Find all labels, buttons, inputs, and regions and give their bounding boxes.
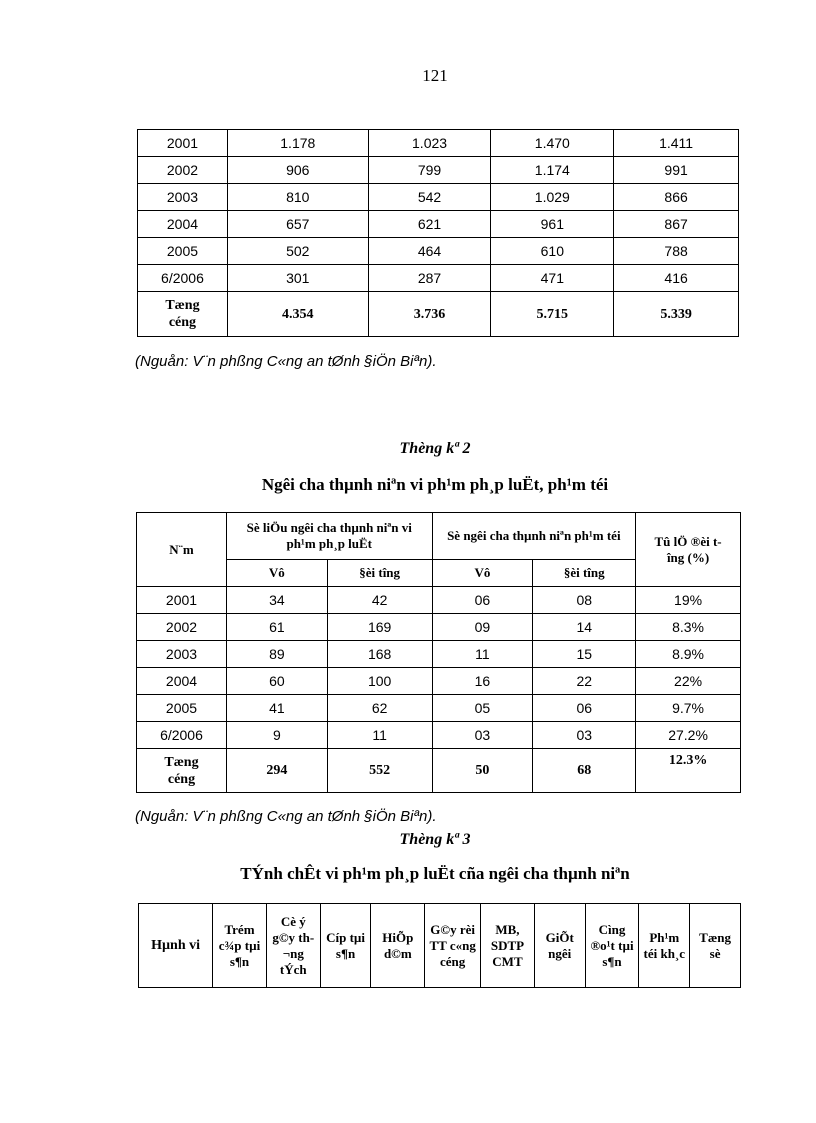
value-cell: 16	[432, 668, 533, 695]
year-cell: 2005	[138, 238, 228, 265]
table-row	[138, 184, 739, 211]
value-cell: 301	[227, 265, 368, 292]
value-cell: 621	[368, 211, 491, 238]
value-cell: 542	[368, 184, 491, 211]
value-cell: 961	[491, 211, 614, 238]
value-cell: 11	[432, 641, 533, 668]
value-cell: 15	[533, 641, 636, 668]
year-cell: 2002	[137, 614, 227, 641]
value-cell: 991	[614, 157, 739, 184]
total-cell: 294	[226, 749, 327, 793]
value-cell: 8.3%	[636, 614, 741, 641]
value-cell: 22	[533, 668, 636, 695]
total-cell: 552	[327, 749, 432, 793]
year-cell: 2004	[138, 211, 228, 238]
value-cell: 810	[227, 184, 368, 211]
value-cell: 464	[368, 238, 491, 265]
header-persons: §èi tîng	[327, 560, 432, 587]
value-cell: 03	[533, 722, 636, 749]
value-cell: 287	[368, 265, 491, 292]
value-cell: 657	[227, 211, 368, 238]
total-label: Tæng céng	[137, 749, 227, 793]
table-row	[137, 695, 741, 722]
header-category: G©y rèi TT c«ng céng	[425, 904, 481, 988]
table-row	[137, 641, 741, 668]
value-cell: 416	[614, 265, 739, 292]
value-cell: 05	[432, 695, 533, 722]
value-cell: 62	[327, 695, 432, 722]
value-cell: 09	[432, 614, 533, 641]
total-cell: 68	[533, 749, 636, 793]
total-row	[138, 292, 739, 337]
table-row	[138, 211, 739, 238]
header-rate: Tû lÖ ®èi tîng (%)	[636, 513, 741, 587]
year-cell: 2004	[137, 668, 227, 695]
header-category: HiÕp d©m	[371, 904, 425, 988]
total-label: Tæng céng	[138, 292, 228, 337]
header-category: Tæng sè	[690, 904, 741, 988]
value-cell: 169	[327, 614, 432, 641]
value-cell: 100	[327, 668, 432, 695]
header-category: GiÕt ngêi	[534, 904, 585, 988]
value-cell: 1.029	[491, 184, 614, 211]
value-cell: 27.2%	[636, 722, 741, 749]
table-row	[138, 130, 739, 157]
value-cell: 61	[226, 614, 327, 641]
value-cell: 89	[226, 641, 327, 668]
value-cell: 1.470	[491, 130, 614, 157]
year-cell: 2001	[137, 587, 227, 614]
table-row	[137, 587, 741, 614]
source-note-1: (Nguån: V¨n phßng C«ng an tØnh §iÖn Biªn).	[135, 353, 437, 370]
value-cell: 866	[614, 184, 739, 211]
value-cell: 867	[614, 211, 739, 238]
total-cell: 50	[432, 749, 533, 793]
header-category: Cìng ®o¹t tµi s¶n	[585, 904, 639, 988]
year-cell: 6/2006	[137, 722, 227, 749]
stat-3-subtitle: TÝnh chÊt vi ph¹m ph¸p luËt cña ngêi cha thµnh niªn	[240, 864, 630, 883]
value-cell: 799	[368, 157, 491, 184]
year-cell: 2002	[138, 157, 228, 184]
stats-table-1	[137, 129, 739, 337]
stat-2-title: Thèng kª 2	[399, 440, 471, 457]
table-row	[138, 265, 739, 292]
value-cell: 60	[226, 668, 327, 695]
header-category: MB, SDTP CMT	[481, 904, 535, 988]
value-cell: 1.178	[227, 130, 368, 157]
header-violations: Sè liÖu ngêi cha thµnh niªn vi ph¹m ph¸p luËt	[226, 513, 432, 560]
value-cell: 1.174	[491, 157, 614, 184]
value-cell: 9	[226, 722, 327, 749]
value-cell: 610	[491, 238, 614, 265]
source-note-2: (Nguån: V¨n phßng C«ng an tØnh §iÖn Biªn).	[135, 808, 437, 825]
year-cell: 2003	[137, 641, 227, 668]
page-number: 121	[422, 66, 448, 85]
year-cell: 6/2006	[138, 265, 228, 292]
value-cell: 06	[432, 587, 533, 614]
value-cell: 906	[227, 157, 368, 184]
header-category: Ph¹m téi kh¸c	[639, 904, 690, 988]
header-behavior: Hµnh vi	[139, 904, 213, 988]
value-cell: 471	[491, 265, 614, 292]
header-category: Cíp tµi s¶n	[320, 904, 371, 988]
year-cell: 2003	[138, 184, 228, 211]
total-cell: 4.354	[227, 292, 368, 337]
stats-table-2	[136, 512, 741, 793]
value-cell: 11	[327, 722, 432, 749]
table-row	[138, 238, 739, 265]
stats-table-3	[138, 903, 741, 988]
value-cell: 502	[227, 238, 368, 265]
header-persons: §èi tîng	[533, 560, 636, 587]
total-row	[137, 749, 741, 793]
total-cell: 12.3%	[636, 749, 741, 793]
value-cell: 168	[327, 641, 432, 668]
stat-2-subtitle: Ngêi cha thµnh niªn vi ph¹m ph¸p luËt, ph¹m téi	[261, 475, 609, 494]
value-cell: 34	[226, 587, 327, 614]
table-row	[137, 668, 741, 695]
value-cell: 08	[533, 587, 636, 614]
header-crimes: Sè ngêi cha thµnh niªn ph¹m téi	[432, 513, 636, 560]
total-cell: 5.339	[614, 292, 739, 337]
value-cell: 1.411	[614, 130, 739, 157]
value-cell: 22%	[636, 668, 741, 695]
value-cell: 42	[327, 587, 432, 614]
year-cell: 2005	[137, 695, 227, 722]
header-category: Cè ý g©y th¬ng tÝch	[266, 904, 320, 988]
year-cell: 2001	[138, 130, 228, 157]
header-year: N¨m	[137, 513, 227, 587]
value-cell: 19%	[636, 587, 741, 614]
value-cell: 788	[614, 238, 739, 265]
table-row	[137, 614, 741, 641]
header-cases: Vô	[226, 560, 327, 587]
value-cell: 9.7%	[636, 695, 741, 722]
total-cell: 5.715	[491, 292, 614, 337]
stat-3-title: Thèng kª 3	[399, 831, 471, 848]
table-row	[137, 722, 741, 749]
value-cell: 1.023	[368, 130, 491, 157]
value-cell: 41	[226, 695, 327, 722]
value-cell: 8.9%	[636, 641, 741, 668]
header-cases: Vô	[432, 560, 533, 587]
header-category: Trém c¾p tµi s¶n	[213, 904, 267, 988]
value-cell: 14	[533, 614, 636, 641]
value-cell: 06	[533, 695, 636, 722]
table-row	[138, 157, 739, 184]
value-cell: 03	[432, 722, 533, 749]
total-cell: 3.736	[368, 292, 491, 337]
